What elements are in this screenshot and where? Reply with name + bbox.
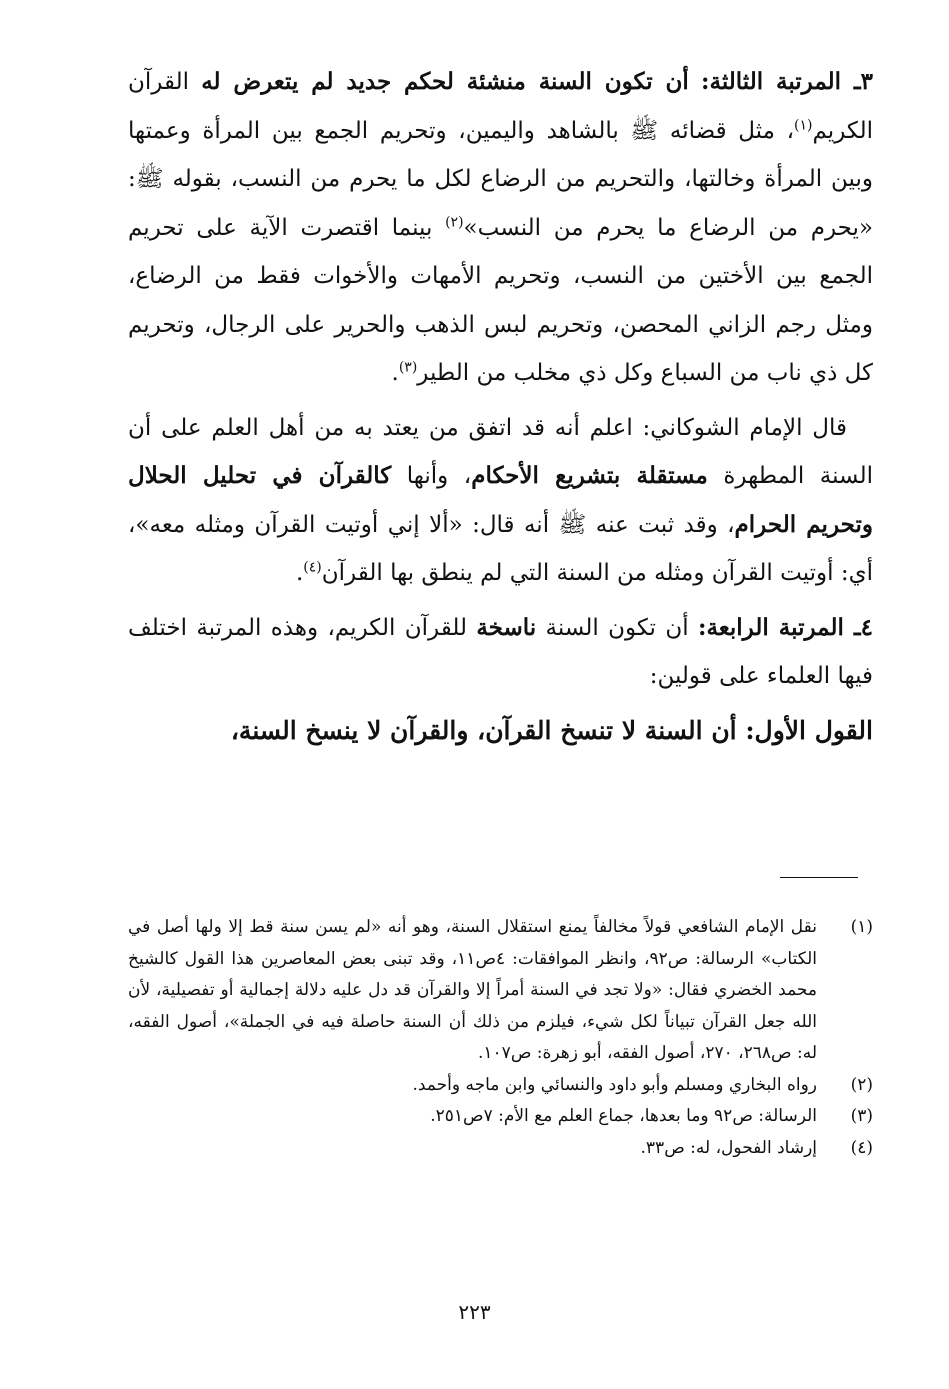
paragraph-rank-three [128,58,873,398]
footnote-number: (٣) [850,1106,873,1126]
paragraph-text: بينما اقتصرت الآية على تحريم الجمع بين الأختين من النسب، وتحريم الأمهات والأخوات فقط من الرضاع، ومثل رجم الزاني المحصن، وتحريم لبس الذهب والحرير على الرجال، وتحريم كل ذي ناب من السباع وكل ذي مخلب من الطير [128,214,873,386]
footnotes [128,912,873,1164]
footnote-ref-3[interactable]: (٣) [398,359,418,376]
footnote-text: رواه البخاري ومسلم وأبو داود والنسائي وابن ماجه وأحمد. [412,1074,817,1095]
paragraph-rank-four [128,604,873,701]
paragraph-text: . [391,360,399,386]
footnote-text: الرسالة: ص٩٢ وما بعدها، جماع العلم مع الأم: ٧ص٢٥١. [430,1106,817,1126]
paragraph-shawkani [128,404,873,598]
footnote-ref-4[interactable]: (٤) [303,559,322,576]
paragraph-text: للقرآن الكريم، وهذه المرتبة اختلف فيها العلماء على قولين: [128,614,873,689]
paragraph-text: . [295,560,304,586]
bold-phrase: كالقرآن في تحليل الحلال وتحريم الحرام [128,462,873,538]
paragraph-text: أن تكون السنة [536,614,698,641]
main-text [128,58,873,755]
footnote-separator [780,877,858,878]
bold-phrase: مستقلة بتشريع الأحكام [471,462,708,489]
paragraph-text: ، وأنها [391,463,472,489]
section-heading-rank-three: ٣ـ المرتبة الثالثة: [701,68,874,95]
footnote-text: إرشاد الفحول، له: ص٣٣. [640,1137,817,1158]
footnote-number: (١) [850,917,873,937]
footnote-ref-2[interactable]: (٢) [445,213,464,230]
footnote-number: (٤) [850,1137,873,1158]
footnote-item [128,1070,873,1102]
paragraph-text: قال الإمام الشوكاني: اعلم أنه قد اتفق من يعتد به من أهل العلم على أن السنة المطهرة [128,414,873,489]
footnote-number: (٢) [850,1074,873,1095]
page-number: ٢٢٣ [458,1300,491,1324]
first-opinion-heading: القول الأول: أن السنة لا تنسخ القرآن، والقرآن لا ينسخ السنة، [230,715,873,745]
bold-phrase: ناسخة [476,613,537,641]
paragraph-text: ، وقد ثبت عنه ﷺ أنه قال: «ألا إني أوتيت القرآن ومثله معه»، أي: أوتيت القرآن ومثله من السنة التي لم ينطق بها القرآن [128,511,873,586]
footnote-item [128,1101,873,1133]
bold-phrase: أن تكون السنة منشئة لحكم جديد لم يتعرض له [201,68,689,95]
paragraph-text: ، مثل قضائه ﷺ بالشاهد واليمين، وتحريم الجمع بين المرأة وعمتها وبين المرأة وخالتها، والتحريم من الرضاع لكل ما يحرم من النسب، بقوله ﷺ: «يحرم من الرضاع ما يحرم من النسب» [128,117,873,241]
section-heading-rank-four: ٤ـ المرتبة الرابعة: [697,613,874,641]
footnote-ref-1[interactable]: (١) [794,116,813,133]
paragraph-text: القرآن الكريم [128,69,873,144]
footnote-item [128,1133,873,1165]
footnote-item [128,912,873,1070]
footnote-text: نقل الإمام الشافعي قولاً مخالفاً يمنع استقلال السنة، وهو أنه «لم يسن سنة قط إلا ولها أصل في الكتاب» الرسالة: ص٩٢، وانظر الموافقات: ٤ص١١، وقد تبنى بعض المعاصرين هذا القول كالشيخ محمد الخضري فقال: «ولا تجد في السنة أمراً إلا والقرآن قد دل عليه دلالة إجمالية أو تفصيلية، لأن الله جعل القرآن تبياناً لكل شيء، فيلزم من ذلك أن السنة حاصلة فيه في الجملة»، أصول الفقه، له: ص٢٦٨، ٢٧٠، أصول الفقه، أبو زهرة: ص١٠٧. [128,917,818,1063]
